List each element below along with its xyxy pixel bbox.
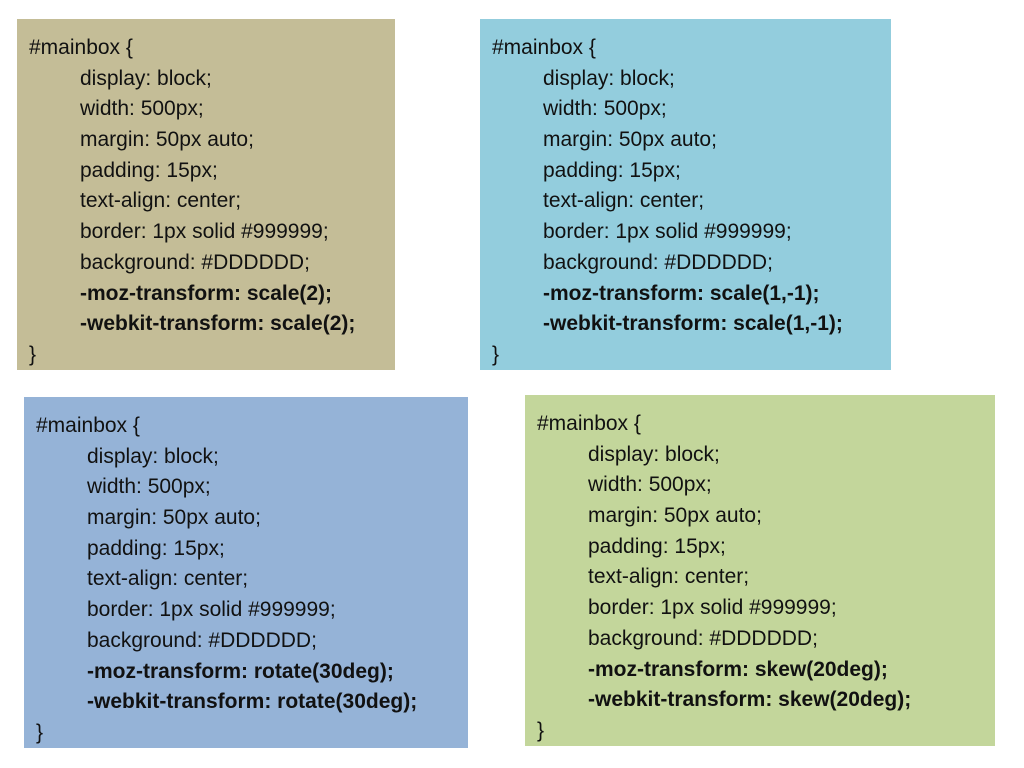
code-transform: -moz-transform: scale(1,-1);: [543, 281, 820, 305]
code-declaration: display: block;: [80, 66, 212, 90]
code-declaration: display: block;: [87, 444, 219, 468]
code-box-skew: [525, 395, 995, 746]
code-declaration: background: #DDDDDD;: [80, 250, 310, 274]
code-box-flip: [480, 19, 891, 370]
code-declaration: width: 500px;: [543, 97, 667, 121]
code-closing-brace: }: [29, 342, 37, 366]
code-closing-brace: }: [537, 718, 545, 742]
code-transform: -webkit-transform: scale(1,-1);: [543, 312, 843, 336]
code-declaration: text-align: center;: [543, 189, 705, 213]
code-declaration: padding: 15px;: [80, 158, 218, 182]
code-closing-brace: }: [492, 342, 500, 366]
code-transform: -webkit-transform: scale(2);: [80, 312, 356, 336]
code-declaration: text-align: center;: [588, 565, 750, 589]
code-transform: -moz-transform: skew(20deg);: [588, 657, 888, 681]
code-declaration: background: #DDDDDD;: [543, 250, 773, 274]
code-declaration: background: #DDDDDD;: [87, 628, 317, 652]
code-declaration: border: 1px solid #999999;: [87, 598, 336, 622]
code-transform: -moz-transform: scale(2);: [80, 281, 333, 305]
code-declaration: border: 1px solid #999999;: [588, 596, 837, 620]
code-selector: #mainbox {: [29, 36, 133, 59]
code-declaration: margin: 50px auto;: [588, 504, 762, 528]
code-declaration: padding: 15px;: [543, 158, 681, 182]
code-transform: -webkit-transform: skew(20deg);: [588, 688, 912, 712]
code-declaration: padding: 15px;: [87, 536, 225, 560]
code-box-scale: [17, 19, 395, 370]
code-transform: -webkit-transform: rotate(30deg);: [87, 690, 418, 714]
code-declaration: background: #DDDDDD;: [588, 626, 818, 650]
code-declaration: width: 500px;: [588, 473, 712, 497]
code-declaration: display: block;: [588, 442, 720, 466]
code-selector: #mainbox {: [537, 412, 641, 435]
code-transform: -moz-transform: rotate(30deg);: [87, 659, 394, 683]
code-declaration: margin: 50px auto;: [543, 128, 717, 152]
code-declaration: border: 1px solid #999999;: [80, 220, 329, 244]
code-declaration: margin: 50px auto;: [80, 128, 254, 152]
code-declaration: border: 1px solid #999999;: [543, 220, 792, 244]
code-declaration: padding: 15px;: [588, 534, 726, 558]
code-declaration: text-align: center;: [87, 567, 249, 591]
code-declaration: width: 500px;: [87, 475, 211, 499]
code-selector: #mainbox {: [36, 414, 140, 437]
code-declaration: margin: 50px auto;: [87, 506, 261, 530]
code-box-rotate: [24, 397, 468, 748]
code-closing-brace: }: [36, 720, 44, 744]
code-selector: #mainbox {: [492, 36, 596, 59]
code-declaration: text-align: center;: [80, 189, 242, 213]
code-declaration: width: 500px;: [80, 97, 204, 121]
code-declaration: display: block;: [543, 66, 675, 90]
